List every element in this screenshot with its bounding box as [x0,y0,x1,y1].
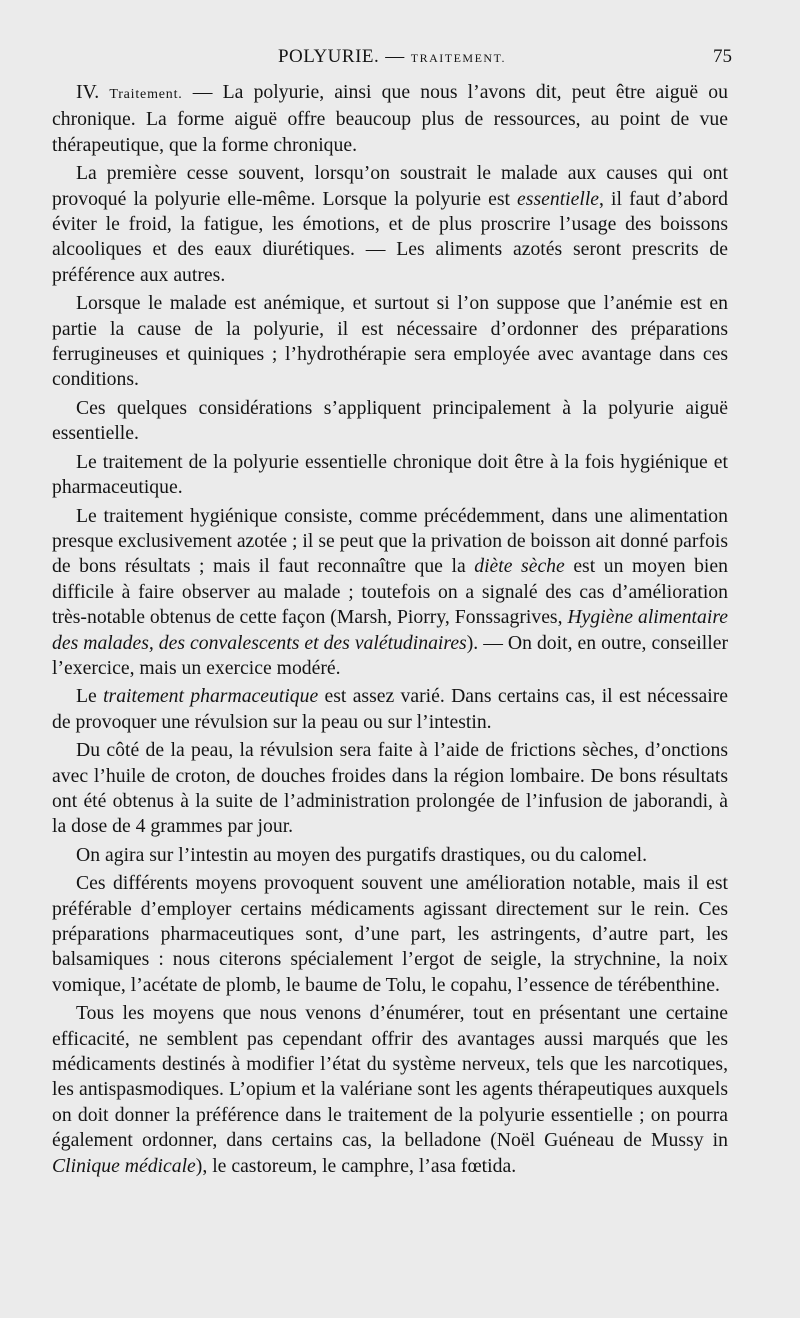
paragraph-1-text: La polyurie, ainsi que nous l’avons dit, peut être aiguë ou chronique. La forme aiguë offre beaucoup plus de ressources, au point de vue thérapeutique, que la forme chronique. [52,81,728,156]
paragraph-6-part-b: est un moyen bien difficile à faire observer au malade ; toutefois on a signalé des cas d’amélioration très-notable obtenus de cette façon (Marsh, Piorry, Fonssagrives, [52,555,728,629]
paragraph-5: Le traitement de la polyurie essentielle chronique doit être à la fois hygiénique et pharmaceutique. [52,450,728,499]
paragraph-7-part-b: est assez varié. Dans certains cas, il est nécessaire de provoquer une révulsion sur la peau ou sur l’intestin. [52,685,728,733]
paragraph-11 [52,1001,728,1179]
paragraph-2-part-b: , il faut d’abord éviter le froid, la fatigue, les émotions, et de plus proscrire l’usage des boissons alcooliques et des eaux diurétiques. — Les aliments azotés seront prescrits de préférence aux autres. [52,187,728,286]
paragraph-6-italic-2: Hygiène alimentaire des malades, des convalescents et des valétudinaires [52,606,729,654]
running-title-dash: — [385,46,405,67]
paragraph-8: Du côté de la peau, la révulsion sera faite à l’aide de frictions sèches, d’onctions avec l’huile de croton, de douches froides dans la région lombaire. De bons résultats ont été obtenus à la suite de l’administration prolongée de l’infusion de jaborandi, à la dose de 4 grammes par jour. [52,739,728,838]
paragraph-6-part-a: Le traitement hygiénique consiste, comme précédemment, dans une alimentation presque exclusivement azotée ; il se peut que la privation de boisson ait donné parfois de bons résultats ; mais il faut reconnaître que la [52,504,728,578]
paragraph-4: Ces quelques considérations s’appliquent principalement à la polyurie aiguë essentielle. [52,396,728,445]
paragraph-6 [52,504,728,682]
paragraph-2-italic: essentielle [517,187,600,210]
paragraph-11-part-b: ), le castoreum, le camphre, l’asa fœtida. [195,1154,517,1177]
body-text [52,80,728,1182]
paragraph-3: Lorsque le malade est anémique, et surtout si l’on suppose que l’anémie est en partie la cause de la polyurie, il est nécessaire d’ordonner des préparations ferrugineuses et quiniques ; l’hydrothérapie sera employée avec avantage dans ces conditions. [52,292,728,391]
running-title [52,46,732,68]
section-heading-dash: — [192,81,213,103]
paragraph-11-part-a: Tous les moyens que nous venons d’énumérer, tout en présentant une certaine efficacité, ne semblent pas cependant offrir des avantages aussi marqués que les médicaments destinés à modifier l’état du système nerveux, tels que les narcotiques, les antispasmodiques. L’opium et la valériane sont les agents thérapeutiques auxquels on doit donner la préférence dans le traitement de la polyurie essentielle ; on pourra également ordonner, dans certains cas, la belladone (Noël Guéneau de Mussy in [52,1002,728,1152]
paragraph-2 [52,161,728,288]
section-heading: Traitement. [109,87,183,102]
paragraph-6-part-c: ). — On doit, en outre, conseiller l’exercice, mais un exercice modéré. [52,631,729,679]
page-header [52,46,732,72]
section-number: IV. [76,81,100,103]
paragraph-6-italic-1: diète sèche [474,555,565,578]
paragraph-2-part-a: La première cesse souvent, lorsqu’on soustrait le malade aux causes qui ont provoqué la polyurie elle-même. Lorsque la polyurie est [52,162,728,210]
paragraph-7-italic: traitement pharmaceutique [103,685,319,708]
running-title-main: POLYURIE. [277,46,380,67]
page-number: 75 [713,46,732,67]
paragraph-11-italic: Clinique médicale [52,1154,196,1177]
paragraph-1 [52,80,728,158]
paragraph-7-part-a: Le [76,685,104,708]
running-title-sub: TRAITEMENT. [410,51,507,65]
paragraph-9: On agira sur l’intestin au moyen des purgatifs drastiques, ou du calomel. [76,843,647,866]
paragraph-10: Ces différents moyens provoquent souvent une amélioration notable, mais il est préférable d’employer certains médicaments agissant directement sur le rein. Ces préparations pharmaceutiques sont, d’une part, les astringents, d’autre part, les balsamiques : nous citerons spécialement l’ergot de seigle, la strychnine, la noix vomique, l’acétate de plomb, le baume de Tolu, le copahu, l’essence de térébenthine. [52,872,728,996]
paragraph-7 [52,684,728,735]
